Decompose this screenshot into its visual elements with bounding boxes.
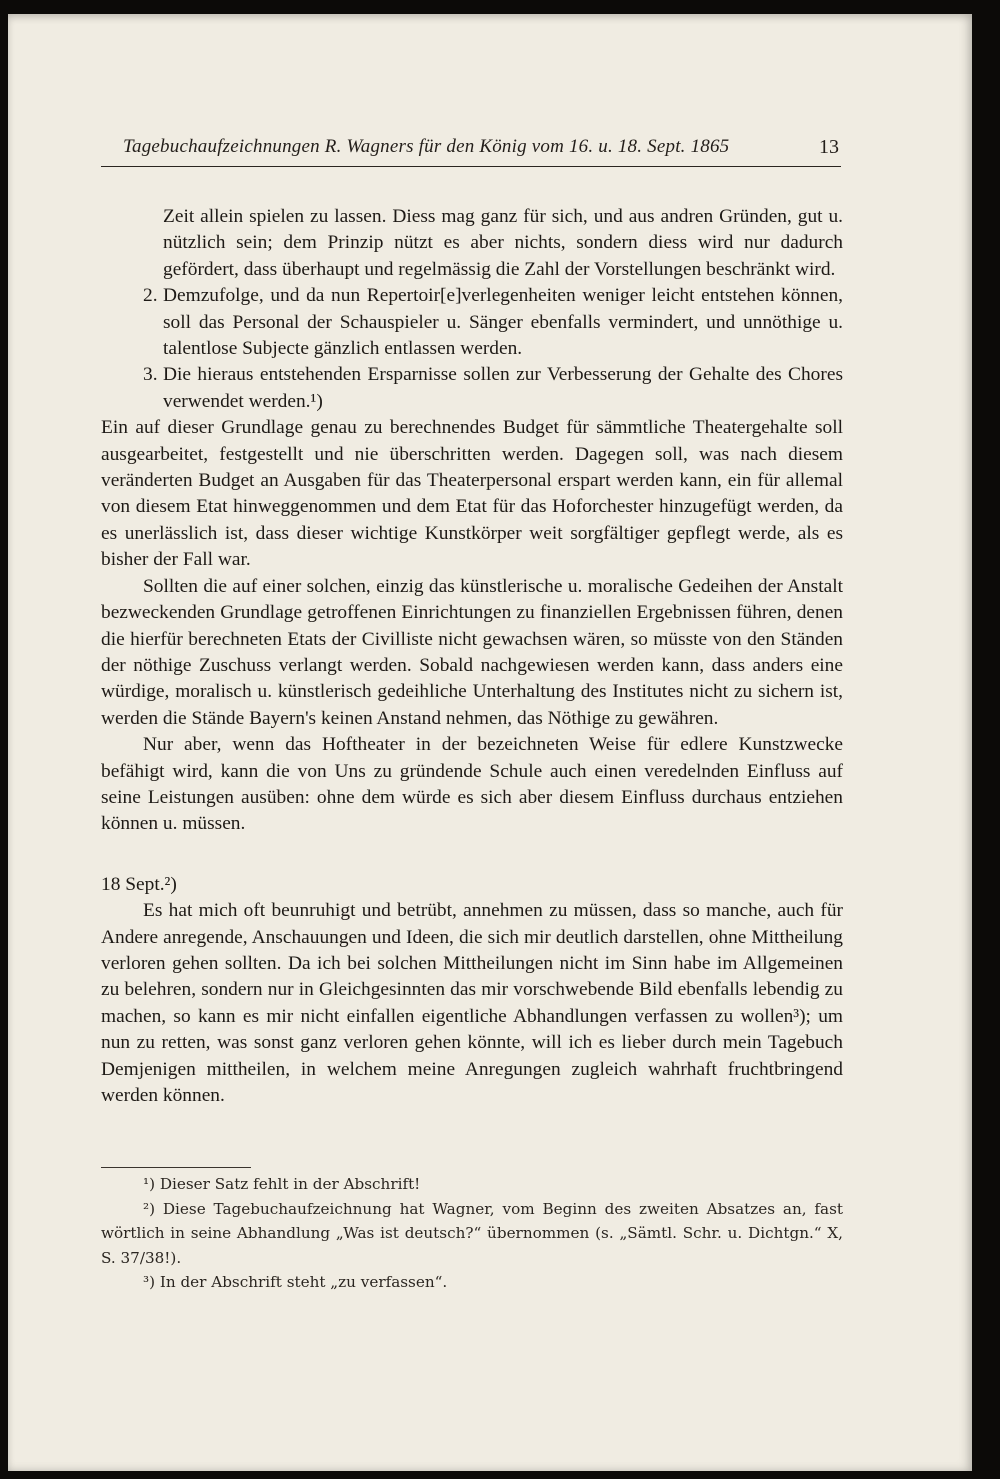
list-item	[101, 283, 843, 362]
footnotes	[101, 1167, 843, 1295]
list-item	[101, 362, 843, 415]
list-item-text: Demzufolge, und da nun Repertoir[e]verlegenheiten weniger leicht entstehen können, soll das Personal der Schauspieler u. Sänger ebenfalls vermindert, und unnöthige u. talentlose Subjecte gänzlich entlassen werden.	[163, 285, 843, 360]
footnote: ²) Diese Tagebuchaufzeichnung hat Wagner, vom Beginn des zweiten Absatzes an, fast wörtlich in seine Abhandlung „Was ist deutsch?“ übernommen (s. „Sämtl. Schr. u. Dichtgn.“ X, S. 37/38!).	[101, 1199, 843, 1267]
paragraph: Nur aber, wenn das Hoftheater in der bezeichneten Weise für edlere Kunstzwecke befähigt wird, kann die von Uns zu gründende Schule auch einen veredelnden Einfluss auf seine Leistungen ausüben: ohne dem würde es sich aber diesem Einfluss durchaus entziehen können u. müssen.	[101, 734, 843, 835]
paragraph: Ein auf dieser Grundlage genau zu berechnendes Budget für sämmtliche Theatergehalte soll ausgearbeitet, festgestellt und nie überschritten werden. Dagegen soll, was nach diesem veränderten Budget an Ausgaben für das Theaterpersonal erspart werden kann, ein für allemal von diesem Etat hinweggenommen und dem Etat für das Hoforchester hinzugefügt werden, da es unerlässlich ist, dass dieser wichtige Kunstkörper weit sorgfältiger gepflegt werde, als es bisher der Fall war.	[101, 417, 843, 571]
list-item-number: 3.	[143, 364, 158, 386]
continued-list-item: Zeit allein spielen zu lassen. Diess mag ganz für sich, und aus andren Gründen, gut u. nützlich sein; dem Prinzip nützt es aber nichts, sondern diess wird nur dadurch gefördert, dass überhaupt und regelmässig die Zahl der Vorstellungen beschränkt wird.	[163, 206, 843, 280]
running-header-title: Tagebuchaufzeichnungen R. Wagners für den König vom 16. u. 18. Sept. 1865	[123, 136, 730, 157]
diary-entry-date: 18 Sept.²)	[101, 873, 177, 895]
paragraph: Sollten die auf einer solchen, einzig das künstlerische u. moralische Gedeihen der Anstalt bezweckenden Grundlage getroffenen Einrichtungen zu finanziellen Ergebnissen führen, denen die hierfür berechneten Etats der Civilliste nicht gewachsen wären, so müsste von den Ständen der nöthige Zuschuss verlangt werden. Sobald nachgewiesen werden kann, dass anders eine würdige, moralisch u. künstlerisch gedeihliche Unterhaltung des Institutes nicht zu sichern ist, werden die Stände Bayern's keinen Anstand nehmen, das Nöthige zu gewähren.	[101, 575, 843, 729]
footnote: ¹) Dieser Satz fehlt in der Abschrift!	[143, 1175, 421, 1193]
paragraph: Es hat mich oft beunruhigt und betrübt, annehmen zu müssen, dass so manche, auch für Andere anregende, Anschauungen und Ideen, die sich mir deutlich darstellen, ohne Mittheilung verloren gehen sollten. Da ich bei solchen Mittheilungen nicht im Sinn habe im Allgemeinen zu belehren, sondern nur in Gleichgesinnten das mir vorschwebende Bild ebenfalls lebendig zu machen, so kann es mir nicht einfallen eigentliche Abhandlungen verfassen zu wollen³); um nun zu retten, was sonst ganz verloren gehen könnte, will ich es lieber durch mein Tagebuch Demjenigen mittheilen, in welchem meine Anregungen zugleich wahrhaft fruchtbringend werden können.	[101, 900, 843, 1106]
body-text	[101, 204, 843, 1109]
footnote-rule	[101, 1167, 251, 1168]
footnote: ³) In der Abschrift steht „zu verfassen“.	[143, 1273, 448, 1292]
list-item-number: 2.	[143, 285, 158, 307]
book-page	[8, 14, 972, 1471]
page-number: 13	[819, 136, 839, 158]
running-header	[101, 126, 841, 167]
list-item-text: Die hieraus entstehenden Ersparnisse sollen zur Verbesserung der Gehalte des Chores verwendet werden.¹)	[163, 364, 843, 412]
